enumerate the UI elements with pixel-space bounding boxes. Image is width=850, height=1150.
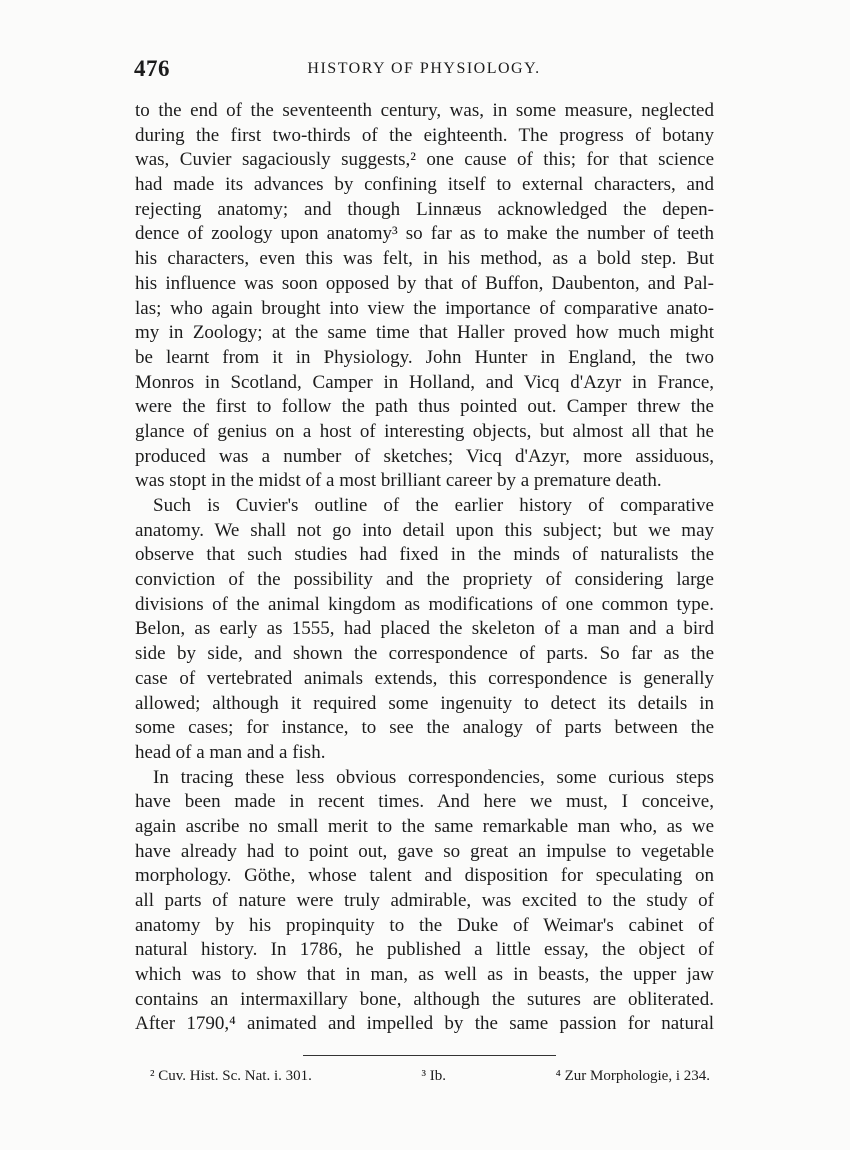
text-line: side by side, and shown the correspondence of parts. So far as the — [135, 643, 714, 665]
text-line: all parts of nature were truly admirable, was excited to the study of — [135, 890, 714, 911]
text-line: case of vertebrated animals extends, this correspondence is generally — [135, 667, 714, 689]
text-line: conviction of the possibility and the propriety of considering large — [135, 569, 714, 591]
text-line: Monros in Scotland, Camper in Holland, and Vicq d'Azyr in France, — [135, 371, 714, 393]
text-line: In tracing these less obvious correspondencies, some curious steps — [153, 766, 714, 788]
text-line: to the end of the seventeenth century, was, in some measure, neglected — [135, 100, 714, 121]
text-line: was stopt in the midst of a most brilliant career by a premature death. — [135, 470, 662, 492]
text-line: have already had to point out, gave so great an impulse to vegetable — [135, 840, 714, 862]
text-line: anatomy by his propinquity to the Duke of Weimar's cabinet of — [135, 914, 714, 936]
text-line: anatomy. We shall not go into detail upon this subject; but we may — [135, 519, 714, 541]
text-line: again ascribe no small merit to the same remarkable man who, as we — [135, 815, 714, 837]
text-line: his characters, even this was felt, in his method, as a bold step. But — [135, 248, 714, 270]
text-line: during the first two-thirds of the eighteenth. The progress of botany — [135, 124, 714, 146]
text-line: Such is Cuvier's outline of the earlier history of comparative — [153, 495, 714, 516]
text-line: have been made in recent times. And here we must, I conceive, — [135, 791, 714, 813]
page-number: 476 — [134, 56, 170, 81]
text-line: glance of genius on a host of interesting objects, but almost all that he — [135, 420, 714, 442]
text-line: produced was a number of sketches; Vicq d'Azyr, more assiduous, — [135, 445, 714, 467]
footnote-3: ³ Ib. — [421, 1068, 446, 1084]
text-line: allowed; although it required some ingenuity to detect its details in — [135, 692, 714, 714]
text-line: divisions of the animal kingdom as modifications of one common type. — [135, 593, 714, 615]
running-title: HISTORY OF PHYSIOLOGY. — [307, 60, 541, 77]
text-line: Belon, as early as 1555, had placed the skeleton of a man and a bird — [135, 618, 714, 640]
text-line: be learnt from it in Physiology. John Hunter in England, the two — [135, 346, 714, 368]
body-text — [135, 99, 714, 1037]
text-line: rejecting anatomy; and though Linnæus acknowledged the depen- — [135, 198, 714, 220]
text-line: had made its advances by confining itself to external characters, and — [135, 174, 714, 196]
text-line: dence of zoology upon anatomy³ so far as to make the number of teeth — [135, 223, 714, 245]
text-line: were the first to follow the path thus pointed out. Camper threw the — [135, 396, 714, 418]
text-line: my in Zoology; at the same time that Haller proved how much might — [135, 322, 714, 344]
text-line: which was to show that in man, as well as in beasts, the upper jaw — [135, 964, 714, 986]
text-line: contains an intermaxillary bone, although the sutures are obliterated. — [135, 988, 714, 1010]
text-line: his influence was soon opposed by that of Buffon, Daubenton, and Pal- — [135, 272, 714, 294]
footnote-4: ⁴ Zur Morphologie, i 234. — [555, 1068, 710, 1084]
text-line: head of a man and a fish. — [135, 741, 326, 763]
text-line: las; who again brought into view the importance of comparative anato- — [135, 297, 714, 319]
footnote-2: ² Cuv. Hist. Sc. Nat. i. 301. — [150, 1068, 312, 1084]
footnote-rule — [303, 1055, 556, 1056]
text-line: observe that such studies had fixed in the minds of naturalists the — [135, 544, 714, 566]
footnotes — [150, 1068, 710, 1085]
text-line: was, Cuvier sagaciously suggests,² one cause of this; for that science — [135, 149, 714, 171]
text-line: After 1790,⁴ animated and impelled by the same passion for natural — [135, 1013, 714, 1035]
text-line: some cases; for instance, to see the analogy of parts between the — [135, 717, 714, 739]
text-line: morphology. Göthe, whose talent and disposition for speculating on — [135, 865, 714, 887]
page-header — [134, 56, 714, 86]
text-line: natural history. In 1786, he published a little essay, the object of — [135, 939, 714, 961]
